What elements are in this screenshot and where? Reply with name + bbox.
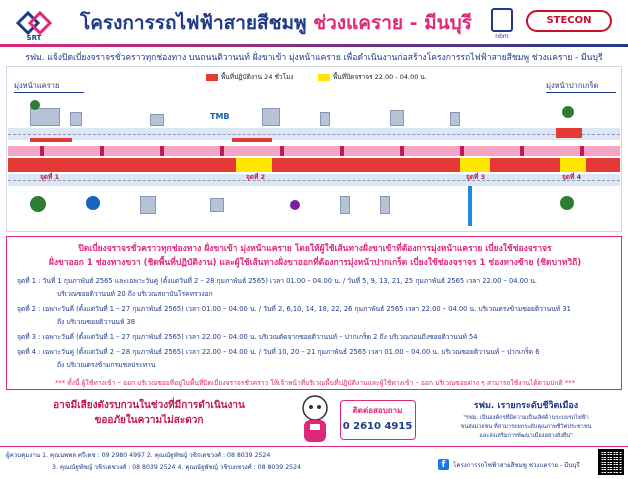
facebook-icon[interactable]: f bbox=[438, 459, 449, 470]
landmark-icon bbox=[560, 196, 574, 210]
header-divider bbox=[0, 44, 628, 47]
building bbox=[450, 112, 460, 126]
landmark-icon bbox=[290, 200, 300, 210]
legend-24h-label: พื้นที่ปฏิบัติงาน 24 ชั่วโมง bbox=[221, 73, 294, 81]
point-2-line1: จุดที่ 2 : เฉพาะวันคี่ (ตั้งแต่วันที่ 1 – 27 กุมภาพันธ์ 2565) เวลา 01.00 – 04.00 น. / วันที่ 2, 6,10, 14, 18, 22, 26 กุมภาพันธ์ 2565 เวลา 22.00 – 04.00 น. บริเวณตรงข้ามซอยติวานนท์ 31 bbox=[17, 305, 571, 313]
apology-line-1: อาจมีเสียงดังรบกวนในช่วงที่มีการดำเนินงาน bbox=[53, 400, 245, 411]
notice-heading-2: ฝั่งขาออก 1 ช่องทางขวา (ชิดพื้นที่ปฏิบัติงาน) และผู้ใช้เส้นทางฝั่งขาออกที่ต้องการมุ่งหน้าปากเกร็ด เบี่ยงใช้ช่องจราจร 1 ช่องทางซ้าย (ชิดบาทวิถี) bbox=[48, 258, 582, 268]
slogan-sub-2: ขนส่งมวลชน ที่สามารถยกระดับคุณภาพชีวิตประชาชน bbox=[460, 424, 592, 430]
hospital-logo-icon bbox=[30, 196, 46, 212]
night-closure bbox=[236, 158, 272, 172]
point-label-4: จุดที่ 4 bbox=[562, 173, 582, 181]
notice-heading-1: ปิดเบี่ยงจราจรชั่วคราวทุกช่องทาง ฝั่งขาเข้า มุ่งหน้าแคราย โดยให้ผู้ใช้เส้นทางฝั่งขาเข้าที่ต้องการมุ่งหน้าแคราย เบี่ยงใช้ช่องจราจร bbox=[78, 244, 552, 254]
pier bbox=[220, 146, 224, 156]
qr-code-icon bbox=[598, 449, 624, 475]
subtitle: รฟม. แจ้งปิดเบี่ยงจราจรชั่วคราวทุกช่องทาง บนถนนติวานนท์ ฝั่งขาเข้า มุ่งหน้าแคราย เพื่อดำเนินงานก่อสร้างโครงการรถไฟฟ้าสายสีชมพู ช่วงแคราย - มีนบุรี bbox=[25, 53, 603, 63]
building bbox=[262, 108, 280, 126]
closure-area bbox=[232, 138, 272, 142]
landmark-icon bbox=[30, 100, 40, 110]
pier bbox=[460, 146, 464, 156]
building bbox=[380, 196, 390, 214]
night-closure bbox=[460, 158, 490, 172]
canal-marker bbox=[468, 186, 472, 226]
closure-area bbox=[30, 138, 72, 142]
point-1-line1: จุดที่ 1 : วันที่ 1 กุมภาพันธ์ 2565 และเฉพาะวันคู่ (ตั้งแต่วันที่ 2 – 28 กุมภาพันธ์ 2565) เวลา 01.00 – 04.00 น. / วันที่ 5, 9, 13, 21, 25 กุมภาพันธ์ 2565 เวลา 22.00 – 04.00 น. bbox=[17, 277, 537, 285]
mascot-icon bbox=[296, 394, 334, 446]
nbm-logo-text: nbm bbox=[495, 33, 509, 40]
contact-box bbox=[340, 400, 416, 440]
point-4-line2: ถึง บริเวณตรงข้ามกรมชลประทาน bbox=[57, 361, 156, 369]
direction-right-arrow bbox=[546, 92, 616, 93]
pier bbox=[280, 146, 284, 156]
srt-logo-text: SRT bbox=[26, 34, 42, 42]
bank-label: TMB bbox=[210, 112, 230, 121]
pier bbox=[520, 146, 524, 156]
notice-box bbox=[6, 236, 622, 390]
lane-divider bbox=[8, 134, 620, 135]
legend-24h bbox=[206, 72, 294, 82]
point-label-2: จุดที่ 2 bbox=[246, 173, 266, 181]
slogan-sub-1: "รฟม. เป็นองค์กรที่มีความเป็นเลิศด้านระบบรถไฟฟ้า bbox=[463, 415, 589, 421]
pier bbox=[340, 146, 344, 156]
legend-night bbox=[318, 72, 427, 82]
lane-divider bbox=[8, 180, 620, 181]
building bbox=[150, 114, 164, 126]
footnote: *** ทั้งนี้ ผู้ใช้ทางเข้า – ออก บริเวณซอยที่อยู่ในพื้นที่ปิดเบี่ยงจราจรชั่วคราว ให้เจ้าหน้าที่บริเวณพื้นที่ปฏิบัติงานและผู้ใช้ทางเข้า – ออก บริเวณซอยต่าง ๆ สามารถใช้งานได้ตามปกติ *** bbox=[55, 379, 575, 387]
point-1-line2: บริเวณซอยติวานนท์ 20 ถึง บริเวณสถาบันโรคทรวงอก bbox=[57, 290, 213, 298]
pier bbox=[100, 146, 104, 156]
facebook-link[interactable]: โครงการรถไฟฟ้าสายสีชมพู ช่วงแคราย - มีนบุรี bbox=[453, 462, 580, 469]
direction-right-label: มุ่งหน้าปากเกร็ด bbox=[546, 81, 599, 90]
pier bbox=[400, 146, 404, 156]
nbm-logo-icon bbox=[491, 8, 513, 32]
building bbox=[140, 196, 156, 214]
contacts-row-2: 3. คุณณัฐพัชญ์ วชิรเดชวงศ์ : 08 8039 2524 4. คุณณัฐพัชญ์ วชิรเดชวงศ์ : 08 8039 2524 bbox=[52, 464, 301, 471]
header bbox=[0, 0, 628, 44]
building bbox=[340, 196, 350, 214]
closure-inbound-band bbox=[8, 158, 620, 172]
night-closure bbox=[560, 158, 586, 172]
title-route: ช่วงแคราย - มีนบุรี bbox=[313, 12, 472, 34]
point-2-line2: ถึง บริเวณซอยติวานนท์ 38 bbox=[57, 318, 136, 326]
landmark-icon bbox=[86, 196, 100, 210]
footer-divider bbox=[0, 446, 628, 447]
building bbox=[30, 108, 60, 126]
point-4-line1: จุดที่ 4 : เฉพาะวันคู่ (ตั้งแต่วันที่ 2 – 28 กุมภาพันธ์ 2565) เวลา 22.00 – 04.00 น. / วันที่ 10, 20 – 21 กุมภาพันธ์ 2565 เวลา 01.00 – 04.00 น. บริเวณซอยติวานนท์ – ปากเกร็ด 6 bbox=[17, 348, 540, 356]
building bbox=[320, 112, 330, 126]
pier bbox=[580, 146, 584, 156]
point-label-1: จุดที่ 1 bbox=[40, 173, 60, 181]
slogan-sub-3: และส่งเสริมการพัฒนาเมืองอย่างยั่งยืน" bbox=[479, 433, 573, 439]
stecon-logo: STECON bbox=[526, 10, 612, 32]
contact-title: ติดต่อสอบถาม bbox=[352, 406, 403, 415]
building bbox=[70, 112, 82, 126]
point-label-3: จุดที่ 3 bbox=[466, 173, 486, 181]
building bbox=[390, 110, 404, 126]
direction-left-arrow bbox=[14, 92, 84, 93]
slogan: รฟม. เรายกระดับชีวิตเมือง bbox=[473, 401, 579, 411]
building bbox=[210, 198, 224, 212]
contacts-row-1: ผู้ควบคุมงาน 1. คุณนพพล ศรีเดช : 09 2980 4997 2. คุณณัฐพัชญ์ วชิรเดชวงศ์ : 08 8039 2524 bbox=[6, 452, 271, 459]
pier bbox=[40, 146, 44, 156]
legend-night-label: พื้นที่ปิดจราจร 22.00 - 04.00 น. bbox=[333, 73, 427, 81]
page-title bbox=[80, 8, 472, 38]
landmark-icon bbox=[562, 106, 574, 118]
contact-phone[interactable]: 0 2610 4915 bbox=[342, 421, 413, 432]
legend-red-swatch bbox=[206, 74, 218, 81]
apology-line-2: ขออภัยในความไม่สะดวก bbox=[94, 415, 204, 426]
title-main: โครงการรถไฟฟ้าสายสีชมพู bbox=[80, 12, 307, 34]
point-3-line1: จุดที่ 3 : เฉพาะวันคี่ (ตั้งแต่วันที่ 1 – 27 กุมภาพันธ์ 2565) เวลา 22.00 – 04.00 น. บริเวณตัดจากซอยติวานนท์ – ปากเกร็ด 2 ถึง บริเวณก่อนถึงซอยติวานนท์ 54 bbox=[17, 333, 478, 341]
closure-area bbox=[556, 128, 582, 138]
pier bbox=[160, 146, 164, 156]
legend-yellow-swatch bbox=[318, 74, 330, 81]
direction-left-label: มุ่งหน้าแคราย bbox=[14, 81, 60, 90]
